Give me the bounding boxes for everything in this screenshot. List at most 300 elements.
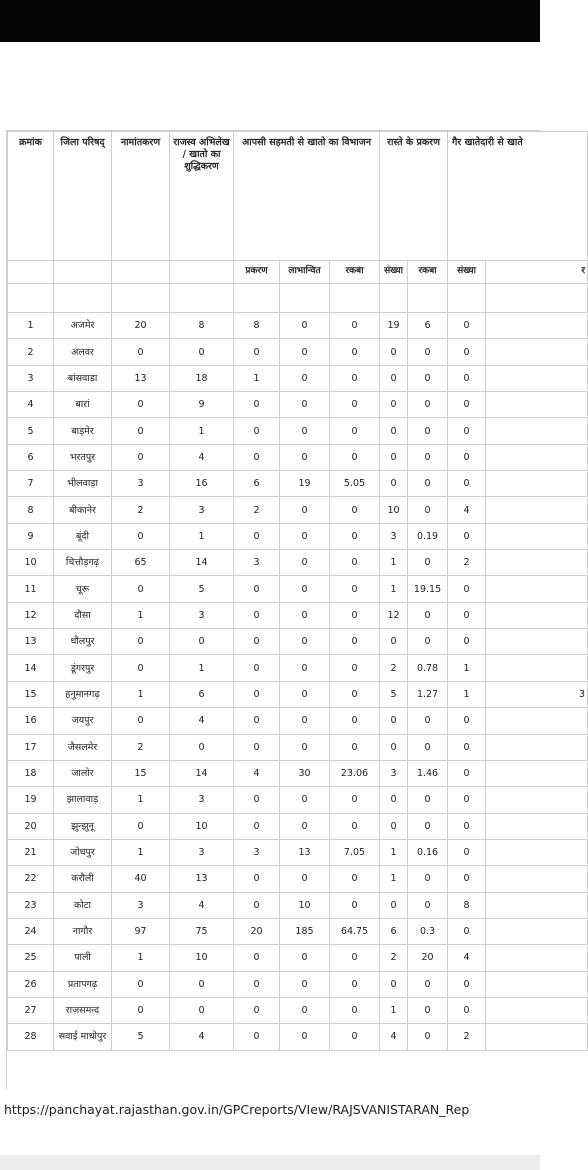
cell-value: 0 — [280, 997, 330, 1023]
cell-value: 0 — [330, 629, 380, 655]
cell-serial: 1 — [8, 313, 54, 339]
cell-value — [486, 892, 588, 918]
cell-value: 0 — [380, 471, 408, 497]
cell-value: 0 — [280, 945, 330, 971]
cell-value — [486, 839, 588, 865]
cell-value: 0 — [448, 971, 486, 997]
cell-district: राजसमन्द — [54, 997, 112, 1023]
cell-serial: 2 — [8, 339, 54, 365]
cell-value: 6 — [170, 681, 234, 707]
cell-value: 0 — [280, 313, 330, 339]
cell-value: 0 — [280, 971, 330, 997]
cell-district: नागौर — [54, 918, 112, 944]
cell-value: 1 — [112, 839, 170, 865]
cell-value — [486, 787, 588, 813]
header-gair: गैर खातेदारी से खाते — [448, 132, 588, 261]
cell-value: 0 — [170, 997, 234, 1023]
cell-value: 0 — [280, 418, 330, 444]
cell-value: 0 — [234, 971, 280, 997]
table-row — [8, 787, 588, 813]
cell-district: प्रतापगढ़ — [54, 971, 112, 997]
cell-value: 18 — [170, 365, 234, 391]
cell-value: 4 — [170, 892, 234, 918]
cell-value — [486, 866, 588, 892]
cell-value: 0 — [234, 602, 280, 628]
cell-value: 0 — [448, 629, 486, 655]
cell-value: 0 — [234, 418, 280, 444]
cell-value: 0 — [170, 629, 234, 655]
page-url[interactable]: https://panchayat.rajasthan.gov.in/GPCreports/VIew/RAJSVANISTARAN_Rep — [4, 1102, 470, 1117]
table-row — [8, 971, 588, 997]
cell-value: 0 — [380, 392, 408, 418]
cell-value: 1 — [170, 418, 234, 444]
cell-value — [486, 550, 588, 576]
table-row — [8, 471, 588, 497]
subheader: लाभान्वित — [280, 261, 330, 284]
cell-value: 0 — [380, 892, 408, 918]
cell-value — [486, 339, 588, 365]
cell-value: 0 — [280, 866, 330, 892]
cell-serial: 24 — [8, 918, 54, 944]
cell-value: 0 — [112, 418, 170, 444]
cell-serial: 8 — [8, 497, 54, 523]
cell-serial: 10 — [8, 550, 54, 576]
cell-value: 0 — [408, 708, 448, 734]
cell-value: 16 — [170, 471, 234, 497]
table-row — [8, 813, 588, 839]
table-row — [8, 708, 588, 734]
cell-value: 0 — [280, 629, 330, 655]
cell-serial: 11 — [8, 576, 54, 602]
cell-value: 0 — [448, 839, 486, 865]
cell-value: 0 — [330, 392, 380, 418]
cell-district: डूंगरपुर — [54, 655, 112, 681]
cell-value: 3 — [486, 681, 588, 707]
cell-value: 2 — [234, 497, 280, 523]
cell-serial: 17 — [8, 734, 54, 760]
cell-serial: 27 — [8, 997, 54, 1023]
cell-value: 0 — [234, 866, 280, 892]
cell-value: 0 — [448, 760, 486, 786]
cell-value: 0 — [330, 418, 380, 444]
cell-value: 0.78 — [408, 655, 448, 681]
cell-district: जयपुर — [54, 708, 112, 734]
cell-value: 4 — [234, 760, 280, 786]
cell-value: 2 — [448, 1024, 486, 1050]
cell-value: 0 — [112, 444, 170, 470]
cell-value: 10 — [170, 813, 234, 839]
cell-value — [486, 1024, 588, 1050]
cell-value: 0 — [448, 365, 486, 391]
header-serial: क्रमांक — [8, 132, 54, 261]
table-row — [8, 760, 588, 786]
cell-district: करौली — [54, 866, 112, 892]
cell-value: 10 — [380, 497, 408, 523]
cell-value: 0 — [448, 997, 486, 1023]
cell-value: 0 — [170, 734, 234, 760]
cell-value: 0 — [448, 708, 486, 734]
cell-serial: 19 — [8, 787, 54, 813]
cell-value: 3 — [234, 550, 280, 576]
cell-value: 0 — [330, 497, 380, 523]
cell-value: 0 — [448, 418, 486, 444]
cell-district: धौलपुर — [54, 629, 112, 655]
cell-value: 0 — [408, 629, 448, 655]
cell-value: 0 — [112, 523, 170, 549]
cell-value — [486, 576, 588, 602]
cell-value: 1.46 — [408, 760, 448, 786]
cell-serial: 4 — [8, 392, 54, 418]
cell-value: 0 — [280, 813, 330, 839]
subheader: संख्या — [380, 261, 408, 284]
cell-value: 19.15 — [408, 576, 448, 602]
cell-value: 0 — [448, 866, 486, 892]
report-table — [7, 131, 588, 1051]
cell-value: 0 — [112, 655, 170, 681]
cell-value: 0 — [280, 787, 330, 813]
table-row — [8, 734, 588, 760]
cell-value: 0 — [380, 971, 408, 997]
cell-value: 0 — [330, 523, 380, 549]
cell-value: 0 — [280, 655, 330, 681]
cell-value: 3 — [112, 892, 170, 918]
cell-serial: 15 — [8, 681, 54, 707]
cell-value: 1 — [170, 523, 234, 549]
table-row — [8, 523, 588, 549]
cell-value: 0 — [448, 918, 486, 944]
cell-value: 75 — [170, 918, 234, 944]
cell-district: चूरू — [54, 576, 112, 602]
cell-serial: 3 — [8, 365, 54, 391]
cell-value: 0 — [330, 365, 380, 391]
cell-value: 0.16 — [408, 839, 448, 865]
cell-value — [486, 418, 588, 444]
cell-serial: 20 — [8, 813, 54, 839]
header-aapsi: आपसी सहमती से खातो का विभाजन — [234, 132, 380, 261]
cell-value: 0 — [380, 629, 408, 655]
cell-district: जालोर — [54, 760, 112, 786]
cell-value: 5 — [112, 1024, 170, 1050]
cell-district: भरतपुर — [54, 444, 112, 470]
header-naamantaran: नामांतकरण — [112, 132, 170, 261]
subheader: संख्या — [448, 261, 486, 284]
cell-value: 0 — [280, 602, 330, 628]
cell-value: 0 — [448, 787, 486, 813]
table-row — [8, 602, 588, 628]
cell-value: 4 — [170, 444, 234, 470]
cell-value: 1 — [112, 787, 170, 813]
cell-value: 14 — [170, 550, 234, 576]
cell-value: 5.05 — [330, 471, 380, 497]
cell-value: 0 — [234, 708, 280, 734]
cell-value: 6 — [408, 313, 448, 339]
cell-value — [486, 734, 588, 760]
cell-value: 0 — [234, 813, 280, 839]
header-district: जिला परिषद् — [54, 132, 112, 261]
cell-serial: 21 — [8, 839, 54, 865]
cell-value: 0 — [280, 681, 330, 707]
cell-value: 4 — [380, 1024, 408, 1050]
cell-value: 0 — [448, 444, 486, 470]
cell-value: 30 — [280, 760, 330, 786]
cell-value — [486, 523, 588, 549]
table-row — [8, 655, 588, 681]
cell-serial: 26 — [8, 971, 54, 997]
cell-value: 2 — [112, 497, 170, 523]
cell-value: 0 — [408, 892, 448, 918]
cell-value: 0 — [234, 787, 280, 813]
cell-value: 0 — [448, 602, 486, 628]
cell-value: 0 — [280, 365, 330, 391]
cell-district: बाड़मेर — [54, 418, 112, 444]
cell-value: 3 — [170, 787, 234, 813]
cell-value — [486, 918, 588, 944]
cell-value: 12 — [380, 602, 408, 628]
cell-value — [486, 945, 588, 971]
cell-value: 0 — [170, 339, 234, 365]
cell-value: 6 — [380, 918, 408, 944]
cell-value: 1 — [380, 866, 408, 892]
cell-district: बीकानेर — [54, 497, 112, 523]
cell-value: 5 — [380, 681, 408, 707]
cell-value: 0 — [330, 734, 380, 760]
cell-value: 0 — [330, 444, 380, 470]
cell-value — [486, 708, 588, 734]
cell-value: 1 — [112, 945, 170, 971]
cell-value: 0 — [112, 813, 170, 839]
cell-value: 8 — [234, 313, 280, 339]
table-row — [8, 918, 588, 944]
cell-value: 0 — [234, 997, 280, 1023]
header-rajasv: राजस्व अभिलेख / खातो का शुद्धिकरण — [170, 132, 234, 261]
cell-value: 8 — [448, 892, 486, 918]
cell-value: 1 — [380, 576, 408, 602]
cell-value: 64.75 — [330, 918, 380, 944]
cell-value: 0 — [280, 708, 330, 734]
cell-value: 0 — [408, 365, 448, 391]
cell-value: 1 — [380, 550, 408, 576]
cell-value: 0 — [234, 734, 280, 760]
cell-serial: 7 — [8, 471, 54, 497]
table-row — [8, 313, 588, 339]
cell-value: 0 — [380, 365, 408, 391]
cell-value: 0 — [408, 444, 448, 470]
cell-district: जैसलमेर — [54, 734, 112, 760]
cell-value: 0 — [112, 392, 170, 418]
cell-district: बूंदी — [54, 523, 112, 549]
cell-value: 3 — [112, 471, 170, 497]
cell-value: 0 — [408, 497, 448, 523]
cell-value: 0 — [330, 681, 380, 707]
cell-value — [486, 602, 588, 628]
cell-value: 0 — [234, 392, 280, 418]
cell-value: 6 — [234, 471, 280, 497]
cell-value — [486, 655, 588, 681]
table-row — [8, 365, 588, 391]
table-row — [8, 576, 588, 602]
navigation-bar — [0, 1155, 540, 1170]
cell-value: 0 — [408, 550, 448, 576]
subheader: र — [486, 261, 588, 284]
cell-value: 0 — [234, 576, 280, 602]
cell-value: 0 — [448, 523, 486, 549]
cell-value: 23.06 — [330, 760, 380, 786]
cell-value: 97 — [112, 918, 170, 944]
cell-value: 0 — [330, 1024, 380, 1050]
table-row — [8, 444, 588, 470]
cell-value — [486, 444, 588, 470]
cell-value: 0 — [280, 576, 330, 602]
cell-serial: 28 — [8, 1024, 54, 1050]
subheader: रकबा — [330, 261, 380, 284]
cell-value: 3 — [170, 602, 234, 628]
report-table-container — [6, 130, 586, 1089]
cell-value: 0 — [330, 787, 380, 813]
cell-value: 0.3 — [408, 918, 448, 944]
cell-value — [486, 813, 588, 839]
cell-value: 0 — [330, 892, 380, 918]
cell-value: 0 — [280, 523, 330, 549]
cell-value: 0 — [280, 392, 330, 418]
cell-value: 0 — [380, 418, 408, 444]
cell-value: 0 — [408, 734, 448, 760]
cell-value — [486, 497, 588, 523]
cell-value: 8 — [170, 313, 234, 339]
cell-value: 0 — [112, 576, 170, 602]
cell-value: 0 — [380, 813, 408, 839]
cell-serial: 18 — [8, 760, 54, 786]
cell-value: 0 — [448, 471, 486, 497]
cell-value: 5 — [170, 576, 234, 602]
cell-value: 0 — [234, 444, 280, 470]
cell-district: बांसवाडा — [54, 365, 112, 391]
cell-value: 0 — [380, 787, 408, 813]
cell-value: 3 — [380, 523, 408, 549]
cell-value: 0 — [408, 471, 448, 497]
cell-district: अलवर — [54, 339, 112, 365]
table-row — [8, 892, 588, 918]
cell-value: 0 — [112, 629, 170, 655]
cell-district: कोटा — [54, 892, 112, 918]
cell-value — [486, 471, 588, 497]
table-row — [8, 392, 588, 418]
cell-value: 0 — [280, 497, 330, 523]
table-row — [8, 997, 588, 1023]
cell-value: 7.05 — [330, 839, 380, 865]
cell-value: 0 — [280, 734, 330, 760]
table-row — [8, 629, 588, 655]
cell-value: 0 — [330, 997, 380, 1023]
cell-value: 1.27 — [408, 681, 448, 707]
cell-value: 0 — [330, 813, 380, 839]
cell-value: 0 — [330, 550, 380, 576]
cell-value: 0 — [448, 339, 486, 365]
cell-value: 0 — [380, 708, 408, 734]
cell-value: 0 — [112, 339, 170, 365]
cell-value: 185 — [280, 918, 330, 944]
cell-value: 65 — [112, 550, 170, 576]
header-raste: रास्ते के प्रकरण — [380, 132, 448, 261]
cell-value: 3 — [170, 497, 234, 523]
cell-value: 0 — [234, 1024, 280, 1050]
cell-value: 0 — [448, 734, 486, 760]
cell-value: 0 — [408, 997, 448, 1023]
cell-value: 0 — [330, 576, 380, 602]
cell-serial: 22 — [8, 866, 54, 892]
cell-value: 0 — [408, 813, 448, 839]
cell-value: 1 — [112, 681, 170, 707]
cell-value: 0 — [234, 629, 280, 655]
cell-value: 0 — [448, 313, 486, 339]
cell-value: 0 — [408, 971, 448, 997]
status-bar — [0, 0, 540, 42]
cell-value: 0 — [280, 339, 330, 365]
cell-value: 13 — [112, 365, 170, 391]
cell-serial: 12 — [8, 602, 54, 628]
cell-value: 20 — [408, 945, 448, 971]
cell-value: 2 — [380, 655, 408, 681]
cell-value: 1 — [448, 655, 486, 681]
cell-district: हनुमानगढ़ — [54, 681, 112, 707]
cell-value: 20 — [234, 918, 280, 944]
table-row — [8, 866, 588, 892]
cell-serial: 16 — [8, 708, 54, 734]
cell-value: 0 — [234, 892, 280, 918]
cell-value: 1 — [380, 997, 408, 1023]
table-row — [8, 550, 588, 576]
cell-value: 0 — [408, 1024, 448, 1050]
cell-value: 20 — [112, 313, 170, 339]
cell-value: 0 — [234, 523, 280, 549]
cell-value: 1 — [448, 681, 486, 707]
cell-value: 1 — [112, 602, 170, 628]
table-row — [8, 945, 588, 971]
cell-value: 0 — [380, 339, 408, 365]
cell-value: 0 — [408, 392, 448, 418]
cell-value: 10 — [170, 945, 234, 971]
table-row — [8, 497, 588, 523]
cell-value: 13 — [280, 839, 330, 865]
table-row — [8, 339, 588, 365]
cell-district: भीलवाड़ा — [54, 471, 112, 497]
cell-value: 0 — [330, 313, 380, 339]
cell-value: 0 — [112, 997, 170, 1023]
cell-value: 0 — [408, 866, 448, 892]
cell-value: 4 — [170, 1024, 234, 1050]
subheader: प्रकरण — [234, 261, 280, 284]
cell-value: 2 — [112, 734, 170, 760]
cell-value: 0 — [234, 339, 280, 365]
cell-value: 0 — [170, 971, 234, 997]
cell-value: 0 — [408, 339, 448, 365]
cell-value: 0 — [330, 655, 380, 681]
cell-value: 10 — [280, 892, 330, 918]
cell-value: 0 — [380, 734, 408, 760]
cell-value: 0 — [280, 444, 330, 470]
cell-district: बारां — [54, 392, 112, 418]
cell-district: सवाई माधोपुर — [54, 1024, 112, 1050]
cell-value: 2 — [380, 945, 408, 971]
cell-value: 0 — [448, 813, 486, 839]
cell-value: 0 — [380, 444, 408, 470]
table-row — [8, 839, 588, 865]
cell-district: जोधपुर — [54, 839, 112, 865]
cell-value — [486, 365, 588, 391]
cell-serial: 6 — [8, 444, 54, 470]
cell-value: 0 — [234, 681, 280, 707]
cell-district: झुन्झुनू — [54, 813, 112, 839]
cell-district: झालावाड़ — [54, 787, 112, 813]
